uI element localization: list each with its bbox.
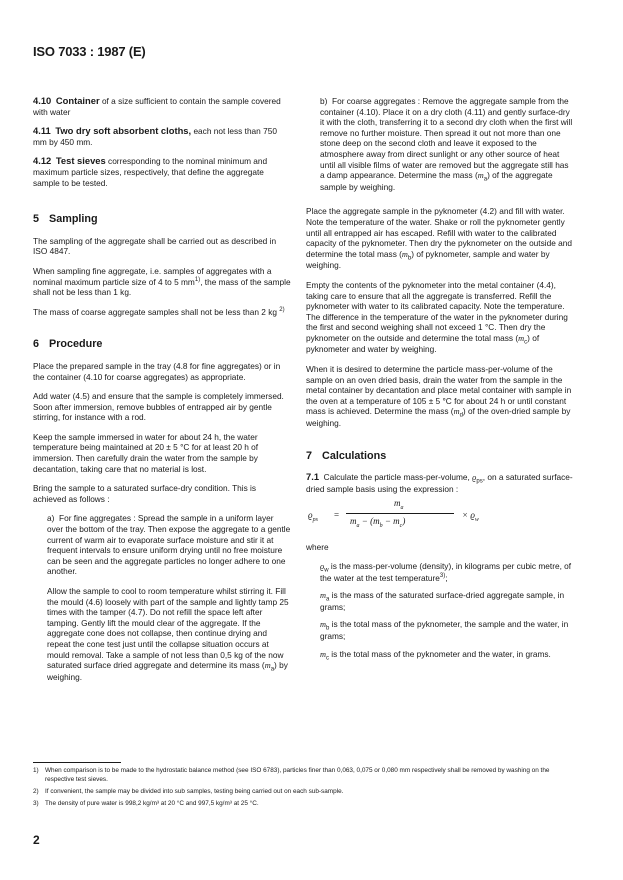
list-item-b: [306, 96, 574, 192]
formula-equals: =: [334, 510, 340, 521]
formula-subscript: c: [399, 523, 403, 530]
footnote-number: 3): [33, 800, 39, 807]
paragraph: Keep the sample immersed in water for about 24 h, the water temperature being maintained at 20 ± 5 °C for at least 20 h of immersion. Then carefully drain the water from the sample by decantation, taking care that no material is lost.: [33, 431, 259, 474]
formula-subscript: b: [379, 523, 383, 530]
list-text: For coarse aggregates : Remove the aggregate sample from the container (4.10). Place it on a dry cloth (4.11) and gently surface-dry it with the cloth, transferring it to a second dry cloth when the first will remove no further moisture. Then spread it out not more than one stone deep on the second cloth and leave it exposed to the atmosphere away from direct sunlight or any other source of heat until all visible films of water are removed but the aggregate still has a damp appearance. Determine the mass (: [320, 96, 573, 181]
clause-number: 4.11: [33, 125, 51, 137]
symbol-subscript: a: [270, 666, 275, 673]
clause-text: Calculate the particle mass-per-volume,: [323, 472, 473, 483]
definition-m-b: [306, 619, 574, 641]
footnote-divider: [33, 762, 121, 763]
footnote-ref: 3): [439, 572, 446, 579]
list-item-a: [33, 513, 291, 577]
symbol: m: [264, 661, 271, 671]
symbol: m: [518, 333, 525, 343]
paragraph-text: Place the aggregate sample in the pyknometer (4.2) and fill with water. Note the temperature of the water. Shake or roll the pyknometer gently until all entrapped air has escaped. Refill with water to the calibrated capacity of the pyknometer. Then dry the pyknometer on the outside and determine the total mass (: [306, 206, 572, 259]
clause-4-12: [33, 156, 291, 188]
paragraph: [306, 206, 574, 271]
symbol: m: [320, 649, 326, 659]
clause-7-1: [306, 472, 574, 494]
symbol: m: [320, 591, 326, 601]
paragraph-text: The mass of coarse aggregate samples shall not be less than 2 kg: [33, 306, 277, 317]
paragraph: [33, 307, 291, 318]
clause-number: 7.1: [306, 471, 320, 483]
paragraph: [306, 280, 574, 355]
symbol-subscript: w: [324, 567, 329, 574]
symbol: m: [320, 620, 326, 630]
symbol-subscript: b: [326, 626, 330, 633]
page-number: 2: [33, 833, 40, 847]
footnote: [33, 799, 578, 808]
clause-title: Two dry soft absorbent cloths,: [55, 125, 192, 137]
formula-symbol: ϱ: [308, 510, 313, 521]
footnote: [33, 766, 578, 784]
section-number: 5: [33, 213, 40, 226]
clause-title: Test sieves: [55, 155, 106, 167]
formula-subscript: ps: [312, 517, 318, 524]
formula-subscript: a: [400, 505, 404, 512]
symbol-subscript: c: [326, 655, 329, 662]
definition-text: is the mass of the saturated surface-dried aggregate sample, in grams;: [320, 590, 565, 612]
symbol-subscript: d: [459, 413, 463, 420]
symbol-subscript: ps: [476, 478, 483, 485]
paragraph-text: Allow the sample to cool to room temperature whilst stirring it. Fill the mould (4.6) loosely with part of the sample and lightly tamp 25 times with the tamper (4.7). Do not refill the space left after tamping. Gently lift the mould clear of the aggregate. If the aggregate cone does not collapse, then continue drying and repeat the cone test just until the collapse situation occurs at mould removal. Take a sample of not less than 0,5 kg of the now saturated surface dried aggregate and determine its mass (: [47, 586, 289, 671]
paragraph-text: , the mass of the sample shall not be less than 1 kg.: [33, 276, 291, 298]
section-number: 6: [33, 338, 40, 351]
clause-text: , on a saturated surface-dried sample basis using the expression :: [306, 472, 573, 494]
definition-rho-w: [306, 561, 574, 583]
formula-symbol: − (m: [359, 516, 380, 527]
footnote: [33, 787, 578, 796]
paragraph: [306, 364, 574, 429]
symbol: m: [453, 407, 460, 417]
clause-number: 4.10: [33, 95, 52, 106]
formula-symbol: m: [350, 516, 357, 527]
section-title: Procedure: [49, 338, 103, 351]
clause-title: Container: [55, 95, 100, 106]
definition-text: is the total mass of the pyknometer, the sample and the water, in grams;: [320, 619, 569, 641]
clause-text: corresponding to the nominal minimum and maximum particle sizes, respectively, that define the aggregate sample to be tested.: [33, 156, 268, 188]
formula-rhs: [462, 510, 479, 524]
section-title: Calculations: [322, 449, 387, 462]
section-5-heading: [33, 214, 291, 225]
clause-text: each not less than 750 mm by 450 mm.: [33, 126, 277, 147]
section-number: 7: [306, 449, 313, 462]
definition-text: ;: [445, 572, 448, 583]
paragraph-text: ) of pyknometer, sample and water by weighing.: [306, 248, 550, 271]
footnote-number: 2): [33, 788, 39, 795]
paragraph-text: Empty the contents of the pyknometer into the metal container (4.4), taking care to ensure that all the aggregate is transferred. Refill the pyknometer with water to its calibrated capacity. Note the temperature. The difference in the temperature of the water in the pyknometer during the first and second weighing shall not exceed 1 °C. Then dry the pyknometer on the outside and determine the total mass (: [306, 279, 568, 343]
formula-symbol: × ϱ: [462, 510, 475, 521]
paragraph: Add water (4.5) and ensure that the sample is completely immersed. Soon after immersion, remove bubbles of entrapped air by gentle stirring, for instance with a rod.: [33, 391, 284, 423]
formula-numerator: [394, 498, 404, 512]
clause-text: of a size sufficient to contain the sample covered with water: [33, 96, 281, 117]
where-label: where: [306, 542, 329, 553]
list-text: ) of the aggregate sample by weighing.: [320, 170, 553, 192]
definition-m-a: [306, 590, 574, 612]
left-column: [33, 96, 291, 691]
section-6-heading: [33, 339, 291, 350]
symbol: ϱ: [472, 473, 477, 483]
paragraph: Place the prepared sample in the tray (4.8 for fine aggregates) or in the container (4.10 for coarse aggregates) as appropriate.: [33, 360, 281, 382]
footnote-text: If convenient, the sample may be divided into sub samples, testing being carried out on each sub-sample.: [45, 788, 344, 795]
list-text: For fine aggregates : Spread the sample in a uniform layer over the bottom of the tray. Then expose the aggregate to a gentle current of warm air to evaporate surface moisture and stir it at frequent intervals to ensure uniform drying until no free moisture can be seen and the aggregate particles no longer adhere to one another.: [47, 513, 291, 577]
formula-lhs: [308, 510, 318, 524]
formula-subscript: a: [356, 523, 360, 530]
footnote-text: When comparison is to be made to the hydrostatic balance method (see ISO 6783), particles finer than 0,063, 0,075 or 0,080 mm respectively shall be removed by washing on the respective test sieves.: [45, 767, 550, 783]
section-title: Sampling: [49, 213, 98, 226]
definition-m-c: [306, 649, 574, 661]
symbol: m: [477, 171, 484, 181]
clause-4-10: [33, 96, 291, 117]
formula-symbol: m: [394, 498, 401, 509]
symbol-subscript: c: [524, 339, 528, 346]
clause-number: 4.12: [33, 155, 52, 167]
footnote-ref: 1): [194, 276, 201, 283]
definition-text: is the total mass of the pyknometer and the water, in grams.: [329, 648, 551, 659]
paragraph-text: ) by weighing.: [47, 660, 288, 682]
formula-denominator: [350, 516, 406, 530]
formula-subscript: w: [474, 517, 479, 524]
list-item-a-continued: [33, 586, 291, 682]
formula-symbol: ): [402, 516, 406, 527]
symbol-subscript: b: [407, 255, 412, 262]
footnote-number: 1): [33, 767, 39, 774]
standard-header: ISO 7033 : 1987 (E): [33, 44, 146, 59]
symbol-subscript: a: [483, 176, 488, 183]
paragraph-text: When it is desired to determine the particle mass-per-volume of the sample on an oven dried basis, drain the water from the sample in the metal container by decantation and place metal container with sample in the oven at a temperature of 105 ± 5 °C for about 24 h or until constant mass is achieved. Determine the mass (: [306, 364, 572, 417]
footnotes: [33, 766, 578, 811]
symbol: ϱ: [320, 562, 325, 571]
paragraph-text: ) of the oven-dried sample by weighing.: [306, 406, 571, 429]
list-label: a): [47, 513, 55, 524]
paragraph: Bring the sample to a saturated surface-dry condition. This is achieved as follows :: [33, 483, 257, 504]
formula-symbol: − m: [382, 516, 400, 527]
paragraph-text: ) of pyknometer and water by weighing.: [306, 332, 540, 355]
symbol-subscript: a: [326, 596, 330, 603]
footnote-text: The density of pure water is 998,2 kg/m³ at 20 °C and 997,5 kg/m³ at 25 °C.: [45, 800, 259, 807]
section-7-heading: [306, 451, 574, 462]
right-column: [306, 96, 574, 667]
symbol: m: [401, 249, 408, 259]
list-label: b): [320, 96, 328, 106]
footnote-ref: 2): [279, 306, 285, 313]
paragraph: The sampling of the aggregate shall be carried out as described in ISO 4847.: [33, 235, 277, 257]
fraction-bar: [346, 513, 454, 514]
paragraph: [33, 266, 291, 298]
definition-text: is the mass-per-volume (density), in kilograms per cubic metre, of the water at the test temperature: [320, 561, 572, 583]
density-formula: [306, 498, 574, 532]
clause-4-11: [33, 126, 291, 147]
paragraph-text: When sampling fine aggregate, i.e. samples of aggregates with a nominal maximum particle size of 4 to 5 mm: [33, 265, 272, 287]
